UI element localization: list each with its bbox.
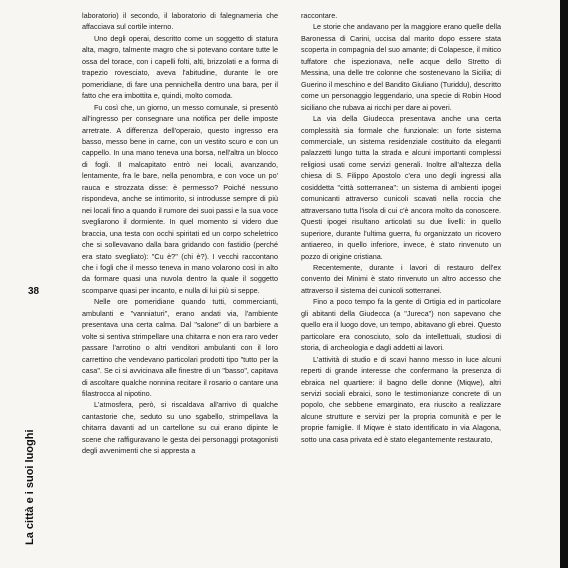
paragraph: raccontare. xyxy=(301,11,338,20)
paragraph: L'atmosfera, però, si riscaldava all'arrivo di qualche cantastorie che, seduto su uno sgabello, strimpellava la chitarra davanti ad un cartellone su cui erano dipinte le scene che raffiguravano le gesta dei personaggi protagonisti degli avvenimenti che si appresta a xyxy=(82,400,278,456)
paragraph: Nelle ore pomeridiane quando tutti, commercianti, ambulanti e "vanniaturi", erano andati via, l'ambiente presentava una certa calma. Dal "salone" di un barbiere a volte si sentiva strimpellare una chitarra e non era raro veder passare l'arrotino o altri venditori ambulanti con il loro carrettino che vendevano particolari prodotti tipo "tutto per la casa". Se ci si avvicinava alle finestre di un "basso", capitava di ascoltare qualche nonnina recitare il rosario o cantare una filastrocca al nipotino. xyxy=(82,297,278,398)
paragraph: Le storie che andavano per la maggiore erano quelle della Baronessa di Carini, uccisa dal marito dopo essere stata scoperta in compagnia del suo amante; di Colapesce, il mitico tuffatore che ispezionava, nelle acque dello Stretto di Messina, una delle tre colonne che sostenevano la Sicilia; di Guerino il meschino e del Bandito Giuliano (Turiddu), descritto come un personaggio leggendario, una specie di Robin Hood siciliano che rubava ai ricchi per dare ai poveri. xyxy=(301,22,501,112)
paragraph: Uno degli operai, descritto come un soggetto di statura alta, magro, talmente magro che si potevano contare tutte le ossa del torace, con i capelli folti, alti, brizzolati e a forma di trapezio rovesciato, aveva l'abitudine, durante le ore pomeridiane, di fare una pennichella dentro una bara, per il fatto che era imbottita e, quindi, molto comoda. xyxy=(82,33,278,101)
paragraph: L'attività di studio e di scavi hanno messo in luce alcuni reperti di grande interesse che confermano la presenza di ebraica nel quartiere: il bagno delle donne (Miqwe), altri servizi sociali ebraici, sono le testimonianze concrete di un popolo, che sebbene emarginato, era riuscito a realizzare alcune strutture e servizi per la propria comunità e per le proprie famiglie. Il Miqwe è stato identificato in via Alagona, sotto una casa privata ed è stato elegantemente restaurato, xyxy=(301,354,501,444)
paragraph: Recentemente, durante i lavori di restauro dell'ex convento dei Minimi è stato rinvenuto un altro accesso che attraverso il sistema dei cunicoli sotterranei. xyxy=(301,262,501,295)
page-edge-shadow xyxy=(560,0,568,568)
paragraph: laboratorio) il secondo, il laboratorio di falegnameria che affacciava sul cortile interno. xyxy=(82,11,278,32)
right-text-column xyxy=(301,10,501,445)
paragraph: La via della Giudecca presentava anche una certa complessità sia formale che funzionale: un forte sistema commerciale, un sistema residenziale costituito da eleganti palazzetti lungo tutta la strada e alcuni importanti complessi religiosi usati come servizi generali. Inoltre all'altezza della chiesa di S. Filippo Apostolo c'era uno degli ingressi alla cosiddetta "città sotterranea": un sistema di ambienti ipogei comunicanti attraverso cunicoli scavati nella roccia che attraversano tutta l'isola di cui c'è ancora molto da conoscere. Questi ipogei risultano articolati su due livelli: in quello superiore, durante l'ultima guerra, fu organizzato un ricovero antiaereo, in quello inferiore, invece, è stato rinvenuto un pozzo di origine cristiana. xyxy=(301,114,501,261)
paragraph: Fu così che, un giorno, un messo comunale, si presentò all'ingresso per consegnare una notifica per delle imposte arretrate. A differenza dell'operaio, questo ingresso era basso, messo bene in carne, con un vestito scuro e con un cappello. In una mano teneva una borsa, nell'altra un blocco di fogli. Il malcapitato entrò nei locali, avanzando, lentamente, fra le bare, nella penombra, e con voce un po' rauca e strozzata disse: è permesso? Poiché nessuno rispondeva, anche se intimorito, si introdusse sempre di più nei locali fino a quando il rumore dei suoi passi e la sua voce svegliarono il dormiente. In quel momento si videro due braccia, una testa con occhi spiritati ed un corpo scheletrico che si sollevavano dalla bara gridando con fastidio (perché era stato svegliato): "Cu è?" (chi è?). I vecchi raccontano che i fogli che il messo teneva in mano volarono così in alto da formare quasi una nuvola dentro la quale il soggetto scomparve quasi per incanto, e nulla di lui più si seppe. xyxy=(82,102,278,295)
section-title: La città e i suoi luoghi xyxy=(24,429,36,545)
left-text-column xyxy=(82,10,278,457)
page-number: 38 xyxy=(28,286,40,297)
paragraph: Fino a poco tempo fa la gente di Ortigia ed in particolare gli abitanti della Giudecca (a "Jureca") non sapevano che quello era il luogo dove, un tempo, abitavano gli ebrei. Questo particolare era conosciuto, solo da intellettuali, studiosi di storia, di archeologia e dagli addetti ai lavori. xyxy=(301,297,501,353)
